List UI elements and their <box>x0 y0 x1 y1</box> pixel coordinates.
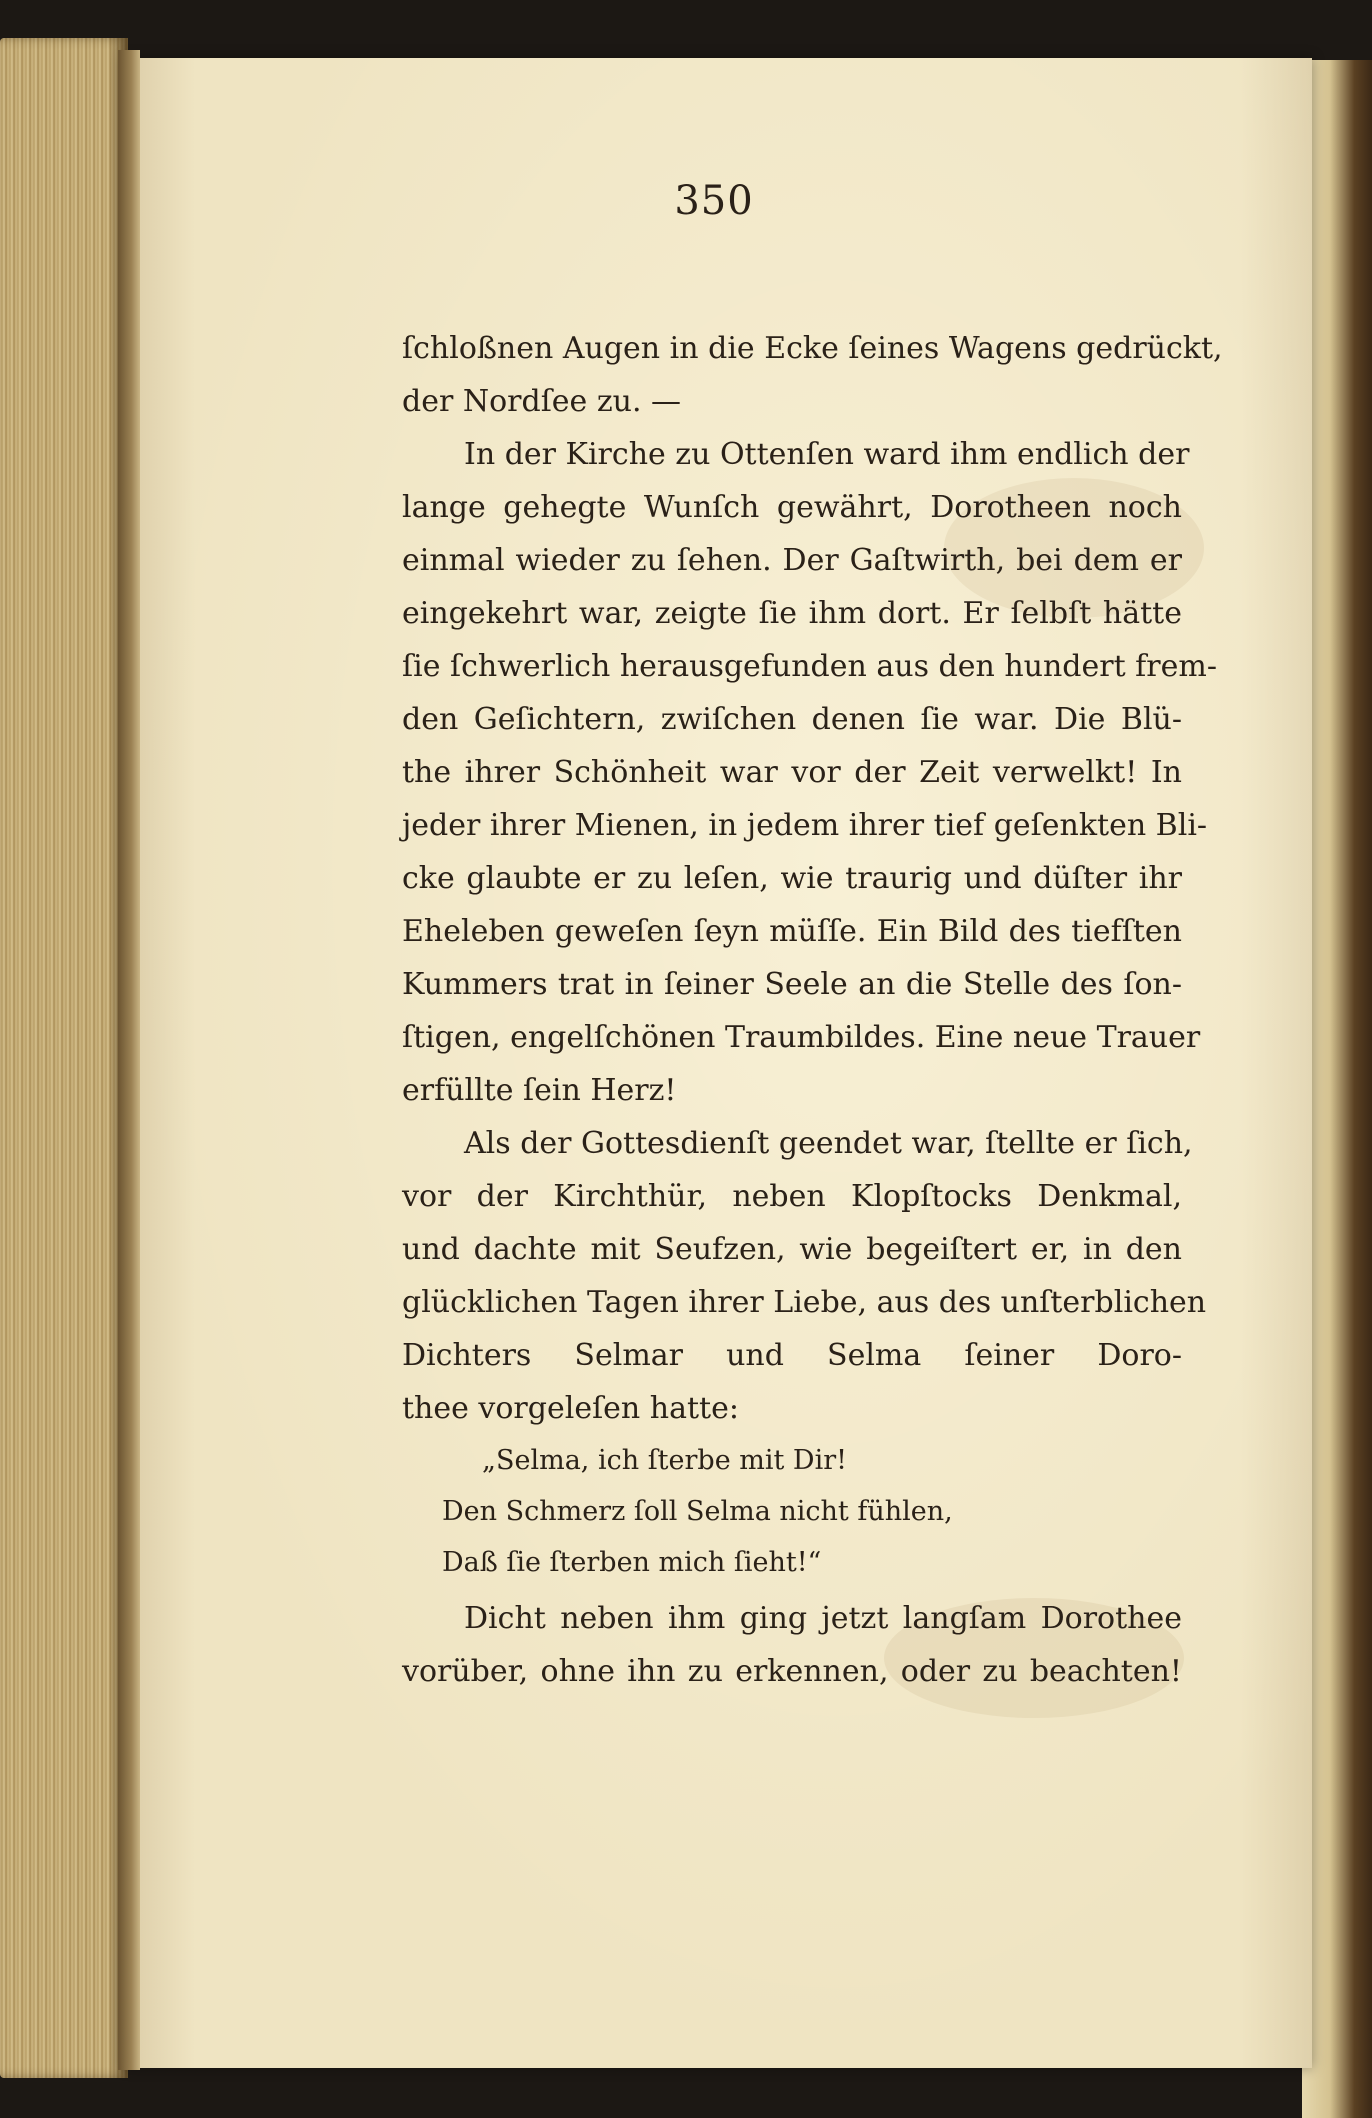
verse-line: Den Schmerz ſoll Selma nicht fühlen, <box>442 1496 953 1527</box>
binding-gutter <box>118 50 140 2070</box>
text-line: lange gehegte Wunſch gewährt, Dorotheen noch <box>402 490 1182 525</box>
text-line: the ihrer Schönheit war vor der Zeit verwelkt! In <box>402 755 1182 790</box>
text-line: thee vorgeleſen hatte: <box>402 1391 739 1426</box>
text-line: einmal wieder zu ſehen. Der Gaſtwirth, bei dem er <box>402 543 1182 578</box>
page-number: 350 <box>674 178 754 224</box>
verse-line: Daß ſie ſterben mich ſieht!“ <box>442 1547 822 1578</box>
text-line: glücklichen Tagen ihrer Liebe, aus des unſterblichen <box>402 1285 1207 1320</box>
text-line: Kummers trat in ſeiner Seele an die Stelle des ſon- <box>402 967 1182 1002</box>
text-line: erfüllte ſein Herz! <box>402 1073 677 1108</box>
text-line: und dachte mit Seufzen, wie begeiſtert er, in den <box>402 1232 1182 1267</box>
text-line: eingekehrt war, zeigte ſie ihm dort. Er ſelbſt hätte <box>402 596 1182 631</box>
text-line: Dicht neben ihm ging jetzt langſam Dorothee <box>464 1601 1182 1636</box>
text-line: der Nordſee zu. — <box>402 384 682 419</box>
text-line: Eheleben geweſen ſeyn müſſe. Ein Bild des tiefſten <box>402 914 1182 949</box>
text-line: jeder ihrer Mienen, in jedem ihrer tief geſenkten Bli- <box>402 808 1208 843</box>
verse-line: „Selma, ich ſterbe mit Dir! <box>482 1445 847 1476</box>
text-line: vor der Kirchthür, neben Klopſtocks Denkmal, <box>402 1179 1182 1214</box>
text-line: vorüber, ohne ihn zu erkennen, oder zu beachten! <box>402 1654 1182 1689</box>
text-line: ſie ſchwerlich herausgefunden aus den hundert frem- <box>402 649 1217 684</box>
text-line: cke glaubte er zu leſen, wie traurig und düſter ihr <box>402 861 1182 896</box>
text-line: In der Kirche zu Ottenſen ward ihm endlich der <box>464 437 1190 472</box>
text-line: ſchloßnen Augen in die Ecke ſeines Wagens gedrückt, <box>402 331 1223 366</box>
text-line: den Geſichtern, zwiſchen denen ſie war. Die Blü- <box>402 702 1182 737</box>
page-edges <box>0 38 128 2078</box>
text-line: ſtigen, engelſchönen Traumbildes. Eine neue Trauer <box>402 1020 1201 1055</box>
body-text <box>402 322 1223 1698</box>
text-line: Dichters Selmar und Selma ſeiner Doro- <box>402 1338 1182 1373</box>
next-leaf-edge <box>1302 60 1372 2118</box>
text-line: Als der Gottesdienſt geendet war, ſtellte er ſich, <box>464 1126 1193 1161</box>
